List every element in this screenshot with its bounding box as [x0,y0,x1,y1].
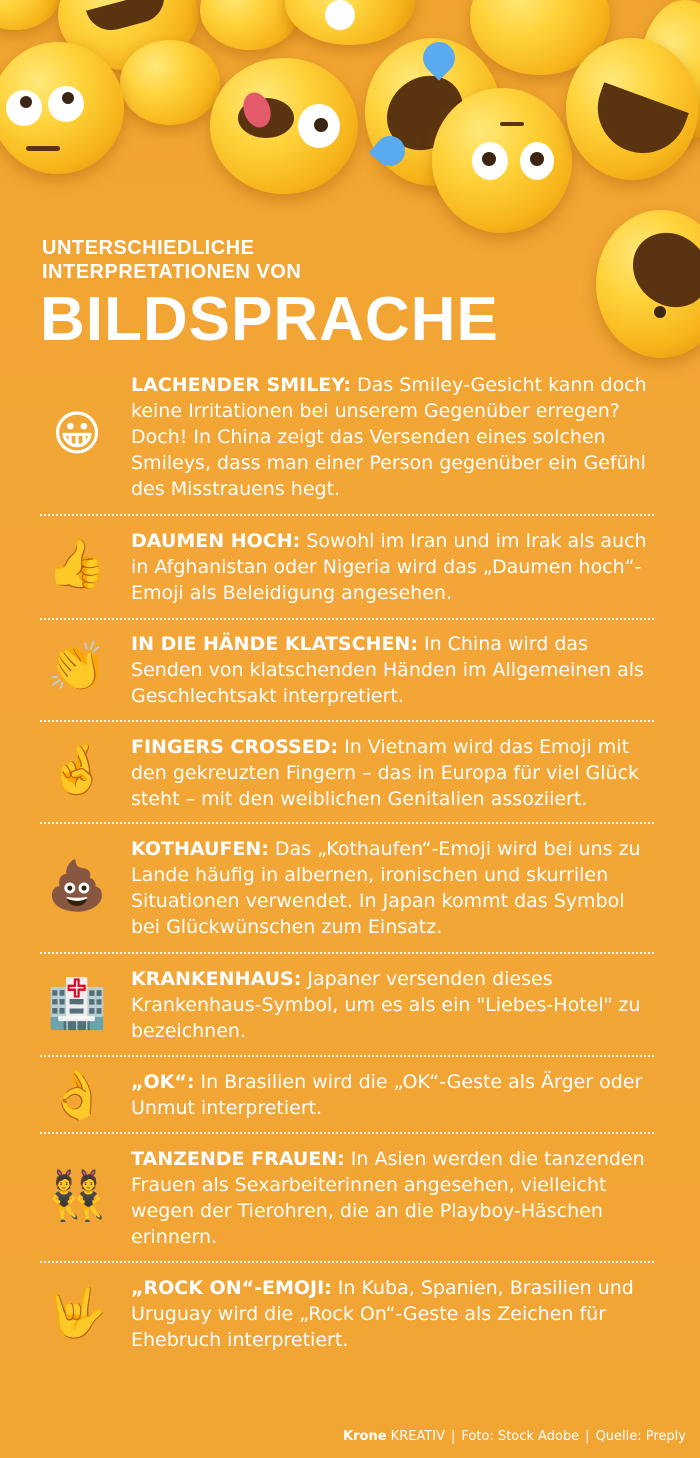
divider [40,618,654,620]
dancing-women-icon: 👯 [47,1168,107,1224]
emoji-ball-decoration [210,58,358,194]
item-body: In China wird das Senden von klatschenden Händen im Allgemeinen als Geschlechtsakt interpretiert. [131,633,644,707]
credits [343,1428,686,1446]
item-text [131,1275,654,1353]
divider [40,1132,654,1134]
item-title: KRANKENHAUS: [131,968,302,990]
brand-name: Krone [343,1429,387,1444]
item-body: In Brasilien wird die „OK“-Geste als Ärger oder Unmut interpretiert. [131,1071,643,1119]
divider [40,1261,654,1263]
item-text [131,1146,654,1250]
emoji-ball-decoration [0,0,60,30]
item-body: Sowohl im Iran und im Irak als auch in Afghanistan oder Nigeria wird das „Daumen hoch“-Emoji als Beleidigung angesehen. [131,530,647,604]
item-title: KOTHAUFEN: [131,838,269,860]
item-title: „OK“: [131,1071,195,1093]
item-text [131,528,654,606]
item-text [131,372,654,502]
crossed-fingers-icon: 🤞 [47,742,107,798]
item-title: LACHENDER SMILEY: [131,374,351,396]
divider [40,1055,654,1057]
separator: | [451,1429,456,1444]
item-title: „ROCK ON“-EMOJI: [131,1277,332,1299]
item-text [131,734,654,812]
ok-hand-icon: 👌 [47,1067,107,1123]
item-text [131,966,654,1044]
item-body: Das Smiley-Gesicht kann doch keine Irritationen bei unserem Gegenüber erregen? Doch! In China zeigt das Versenden eines solchen Smileys, dass man einer Person gegenüber ein Gefühl des Misstrauens hegt. [131,374,647,500]
emoji-ball-decoration [285,0,415,45]
brand-suffix: KREATIV [386,1429,446,1444]
item-body: In Kuba, Spanien, Brasilien und Uruguay wird die „Rock On“-Geste als Zeichen für Ehebruch interpretiert. [131,1277,634,1351]
thumbs-up-icon: 👍 [47,536,107,592]
item-body: In Asien werden die tanzenden Frauen als Sexarbeiterinnen angesehen, vielleicht wegen der Tierohren, die an die Playboy-Häschen erinnern. [131,1148,645,1248]
emoji-ball-decoration [0,42,124,174]
item-body: Japaner versenden dieses Krankenhaus-Symbol, um es als ein "Liebes-Hotel" zu bezeichnen. [131,968,641,1042]
source-credit: Quelle: Preply [595,1429,686,1444]
emoji-ball-decoration [432,88,572,233]
pile-of-poo-icon: 💩 [47,858,107,914]
item-title: TANZENDE FRAUEN: [131,1148,345,1170]
subtitle [42,236,301,284]
item-title: IN DIE HÄNDE KLATSCHEN: [131,633,418,655]
item-title: FINGERS CROSSED: [131,736,339,758]
clapping-hands-icon: 👏 [47,639,107,695]
item-body: Das „Kothaufen“-Emoji wird bei uns zu Lande häufig in albernen, ironischen und skurrilen Situationen verwendet. In Japan kommt das Symbol bei Glückwünschen zum Einsatz. [131,838,641,938]
emoji-ball-decoration [120,40,220,125]
subtitle-line-1: UNTERSCHIEDLICHE [42,237,255,259]
rock-on-hand-icon: 🤟 [47,1285,107,1341]
item-body: In Vietnam wird das Emoji mit den gekreuzten Fingern – das in Europa für viel Glück steht – mit den weiblichen Genitalien assoziiert. [131,736,640,810]
subtitle-line-2: INTERPRETATIONEN VON [42,261,302,283]
item-text [131,1069,654,1121]
item-title: DAUMEN HOCH: [131,530,301,552]
page-title: BILDSPRACHE [40,285,499,354]
emoji-ball-decoration [596,210,700,358]
emoji-ball-decoration [566,38,698,180]
separator: | [585,1429,590,1444]
divider [40,822,654,824]
grinning-face-icon: 😀 [51,406,103,462]
photo-credit: Foto: Stock Adobe [461,1429,580,1444]
divider [40,514,654,516]
item-text [131,631,654,709]
hospital-icon: 🏥 [47,976,107,1032]
divider [40,952,654,954]
divider [40,720,654,722]
item-text [131,836,654,940]
